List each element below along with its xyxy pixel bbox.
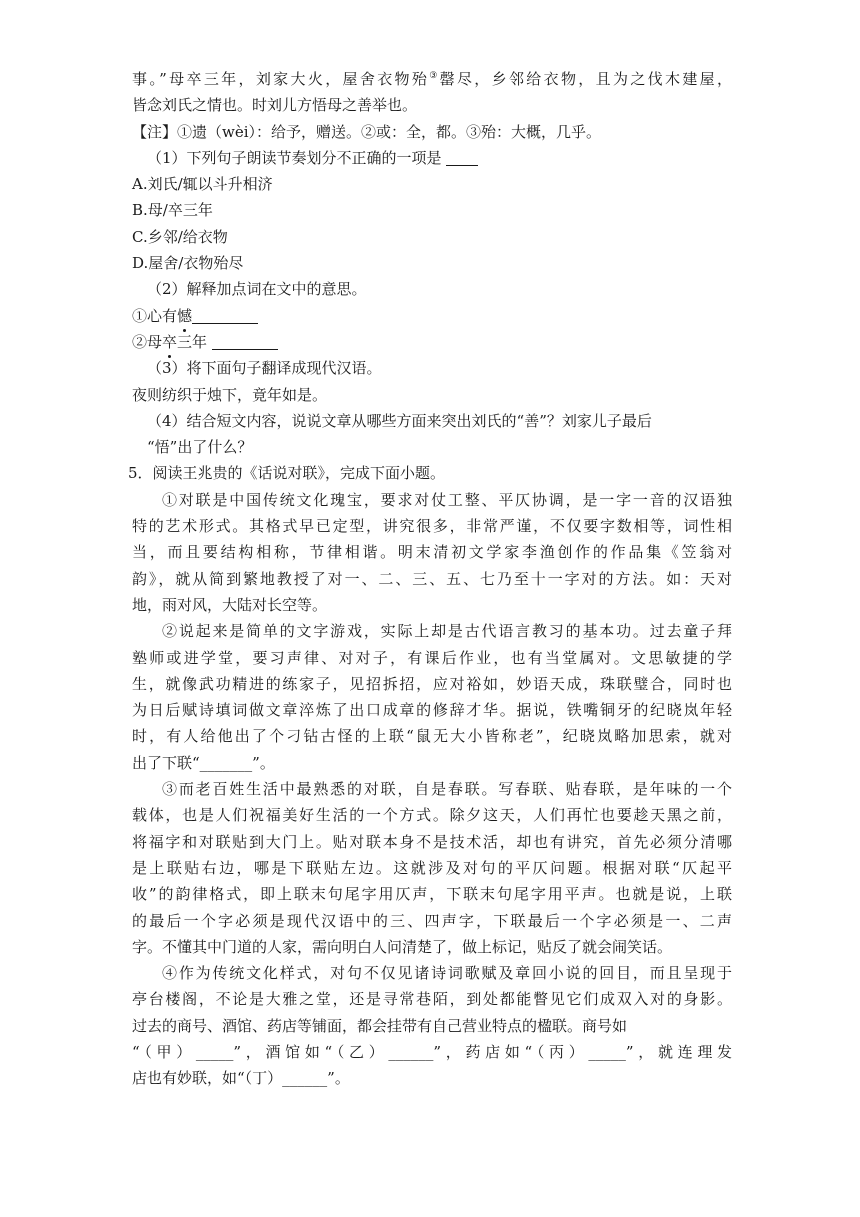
dotted-word: 憾 (177, 303, 192, 329)
paragraph-1-line: 当，而且要结构相称，节律相谐。明末清初文学家李渔创作的作品集《笠翁对 (132, 543, 732, 562)
paragraph-4-line: 亭台楼阁，不论是大雅之堂，还是寻常巷陌，到处都能瞥见它们成双入对的身影。 (132, 990, 732, 1009)
document-page (128, 66, 732, 1092)
question-2-item-2: ②母卒三年 (132, 329, 732, 355)
question-3-sentence: 夜则纺织于烛下，竟年如是。 (132, 385, 328, 404)
question-1-stem: （1）下列句子朗读节奏划分不正确的一项是 (132, 145, 732, 171)
paragraph-2-line: 出了下联“_______”。 (132, 753, 275, 772)
question-3-stem: （3）将下面句子翻译成现代汉语。 (147, 359, 382, 378)
annotation-note: 【注】①遗（wèi）：给予，赠送。②或：全，都。③殆：大概，几乎。 (132, 122, 602, 141)
paragraph-2-line: 时，有人给他出了个刁钻古怪的上联“鼠无大小皆称老”，纪晓岚略加思索，就对 (132, 727, 732, 746)
question-2-item-1: ①心有憾 (132, 303, 732, 329)
option-b: B.母/卒三年 (132, 201, 213, 220)
paragraph-2-line: 塾师或进学堂，要习声律、对对子，有课后作业，也有当堂属对。文思敏捷的学 (132, 648, 732, 667)
paragraph-2-line: 为日后赋诗填词做文章淬炼了出口成章的修辞才华。据说，铁嘴铜牙的纪晓岚年轻 (132, 701, 732, 720)
paragraph-1-line: ①对联是中国传统文化瑰宝，要求对仗工整、平仄协调，是一字一音的汉语独 (162, 490, 732, 509)
question-2-stem: （2）解释加点词在文中的意思。 (147, 280, 367, 299)
passage-line: 事。”母卒三年，刘家大火，屋舍衣物殆③罄尽，乡邻给衣物，且为之伐木建屋， (132, 70, 732, 88)
question-4-stem: （4）结合短文内容，说说文章从哪些方面来突出刘氏的“善”？刘家儿子最后 (147, 411, 652, 430)
paragraph-4-line: ④作为传统文化样式，对句不仅见诸诗词歌赋及章回小说的回目，而且呈现于 (162, 964, 732, 983)
paragraph-1-line: 地，雨对风，大陆对长空等。 (132, 595, 328, 614)
paragraph-3-line: ③而老百姓生活中最熟悉的对联，自是春联。写春联、贴春联，是年味的一个 (162, 780, 732, 799)
question-4-stem-cont: “悟”出了什么？ (147, 438, 253, 457)
section-5-heading: 5．阅读王兆贵的《话说对联》，完成下面小题。 (128, 464, 446, 483)
paragraph-1-line: 特的艺术形式。其格式早已定型，讲究很多，非常严谨，不仅要字数相等，词性相 (132, 517, 732, 536)
paragraph-3-line: 载体，也是人们祝福美好生活的一个方式。除夕这天，人们再忙也要趁天黑之前， (132, 806, 732, 825)
paragraph-3-line: 是上联贴右边，哪是下联贴左边。这就涉及对句的平仄问题。根据对联“仄起平 (132, 858, 732, 877)
paragraph-3-line: 收”的韵律格式，即上联末句尾字用仄声，下联末句尾字用平声。也就是说，上联 (132, 885, 732, 904)
footnote-marker: ③ (429, 71, 440, 81)
option-d: D.屋舍/衣物殆尽 (132, 254, 244, 273)
paragraph-3-line: 将福字和对联贴到大门上。贴对联本身不是技术活，却也有讲究，首先必须分清哪 (132, 832, 732, 851)
paragraph-4-line: 店也有妙联，如“（丁）______”。 (132, 1069, 350, 1088)
passage-line: 皆念刘氏之情也。时刘儿方悟母之善举也。 (132, 96, 418, 115)
paragraph-3-line: 的最后一个字必须是现代汉语中的三、四声字，下联最后一个字必须是一、二声 (132, 911, 732, 930)
paragraph-2-line: 生，就像武功精进的练家子，见招拆招，应对裕如，妙语天成，珠联璧合，同时也 (132, 674, 732, 693)
paragraph-4-line: 过去的商号、酒馆、药店等铺面，都会挂带有自己营业特点的楹联。商号如 (132, 1016, 628, 1035)
answer-blank[interactable] (212, 333, 278, 350)
paragraph-3-line: 字。不懂其中门道的人家，需向明白人问清楚了，做上标记，贴反了就会闹笑话。 (132, 937, 673, 956)
option-a: A.刘氏/辄以斗升相济 (132, 175, 273, 194)
paragraph-4-line: “（甲）_____”，酒馆如“（乙）______”，药店如“（丙）_____”，就连理发 (132, 1042, 732, 1061)
dotted-word: 卒 (162, 329, 177, 355)
paragraph-2-line: ②说起来是简单的文字游戏，实际上却是古代语言教习的基本功。过去童子拜 (162, 622, 732, 641)
option-c: C.乡邻/给衣物 (132, 227, 228, 246)
paragraph-1-line: 韵》，就从简到繁地教授了对一、二、三、五、七乃至十一字对的方法。如：天对 (132, 569, 732, 588)
answer-blank[interactable] (192, 307, 258, 324)
answer-blank[interactable] (446, 149, 478, 166)
